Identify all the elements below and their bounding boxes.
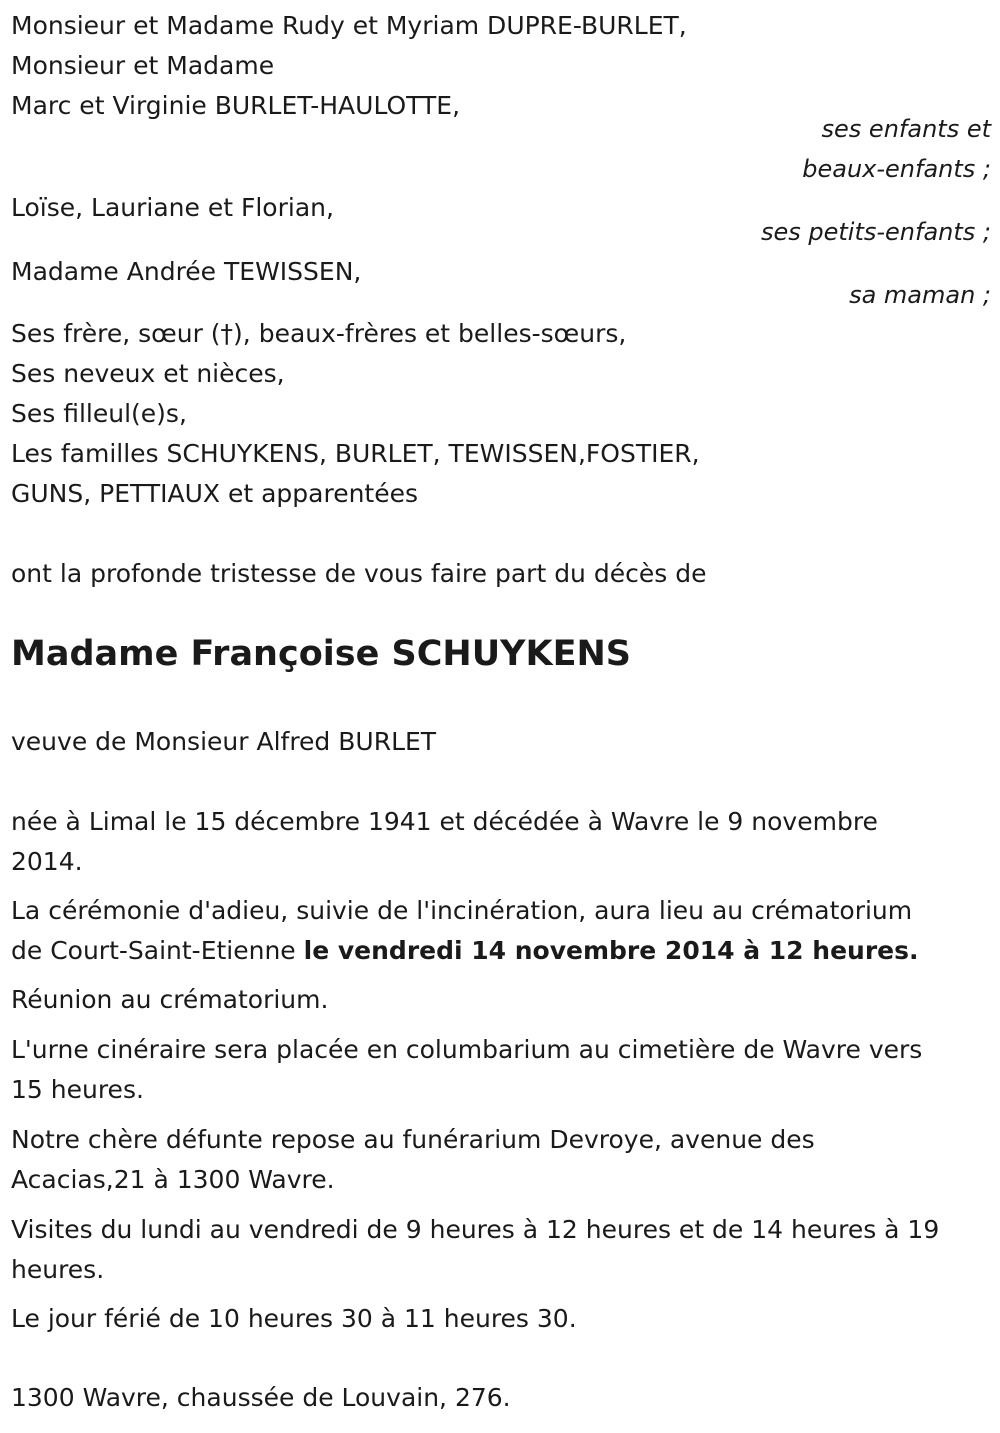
rest-line-2: Acacias,21 à 1300 Wavre. [11, 1165, 335, 1194]
godchildren-line: Ses filleul(e)s, [11, 399, 187, 428]
role-children-line-1: ses enfants et [821, 115, 991, 143]
urn-line-2: 15 heures. [11, 1075, 144, 1104]
family-line-1: Monsieur et Madame Rudy et Myriam DUPRE-BURLET, [11, 11, 687, 40]
role-mother: sa maman ; [849, 281, 991, 309]
nephews-line: Ses neveux et nièces, [11, 359, 285, 388]
family-line-3: Marc et Virginie BURLET-HAULOTTE, [11, 91, 461, 120]
urn-line-1: L'urne cinéraire sera placée en columbarium au cimetière de Wavre vers [11, 1035, 923, 1064]
families-line-1: Les familles SCHUYKENS, BURLET, TEWISSEN,FOSTIER, [11, 439, 700, 468]
role-children-line-2: beaux-enfants ; [802, 155, 991, 183]
ceremony-line-2 [11, 931, 918, 971]
visits-line-1: Visites du lundi au vendredi de 9 heures à 12 heures et de 14 heures à 19 [11, 1215, 940, 1244]
holiday-line: Le jour férié de 10 heures 30 à 11 heures 30. [11, 1304, 577, 1333]
families-line-2: GUNS, PETTIAUX et apparentées [11, 479, 419, 508]
visits-line-2: heures. [11, 1255, 105, 1284]
reunion-line: Réunion au crématorium. [11, 985, 329, 1014]
family-line-2: Monsieur et Madame [11, 51, 275, 80]
role-grandchildren: ses petits-enfants ; [760, 218, 991, 246]
ceremony-place: de Court-Saint-Etienne [11, 936, 304, 965]
widow-of-line: veuve de Monsieur Alfred BURLET [11, 727, 437, 756]
ceremony-date-time: le vendredi 14 novembre 2014 à 12 heures. [303, 936, 919, 965]
birth-death-line-2: 2014. [11, 847, 83, 876]
rest-line-1: Notre chère défunte repose au funérarium Devroye, avenue des [11, 1125, 815, 1154]
deceased-name: Madame Françoise SCHUYKENS [11, 634, 632, 674]
announcement-line: ont la profonde tristesse de vous faire part du décès de [11, 559, 707, 588]
address-line: 1300 Wavre, chaussée de Louvain, 276. [11, 1383, 511, 1412]
siblings-line: Ses frère, sœur (†), beaux-frères et belles-sœurs, [11, 319, 627, 348]
mother-line: Madame Andrée TEWISSEN, [11, 257, 362, 286]
grandchildren-line: Loïse, Lauriane et Florian, [11, 193, 334, 222]
ceremony-line-1: La cérémonie d'adieu, suivie de l'incinération, aura lieu au crématorium [11, 896, 913, 925]
birth-death-line-1: née à Limal le 15 décembre 1941 et décédée à Wavre le 9 novembre [11, 807, 878, 836]
